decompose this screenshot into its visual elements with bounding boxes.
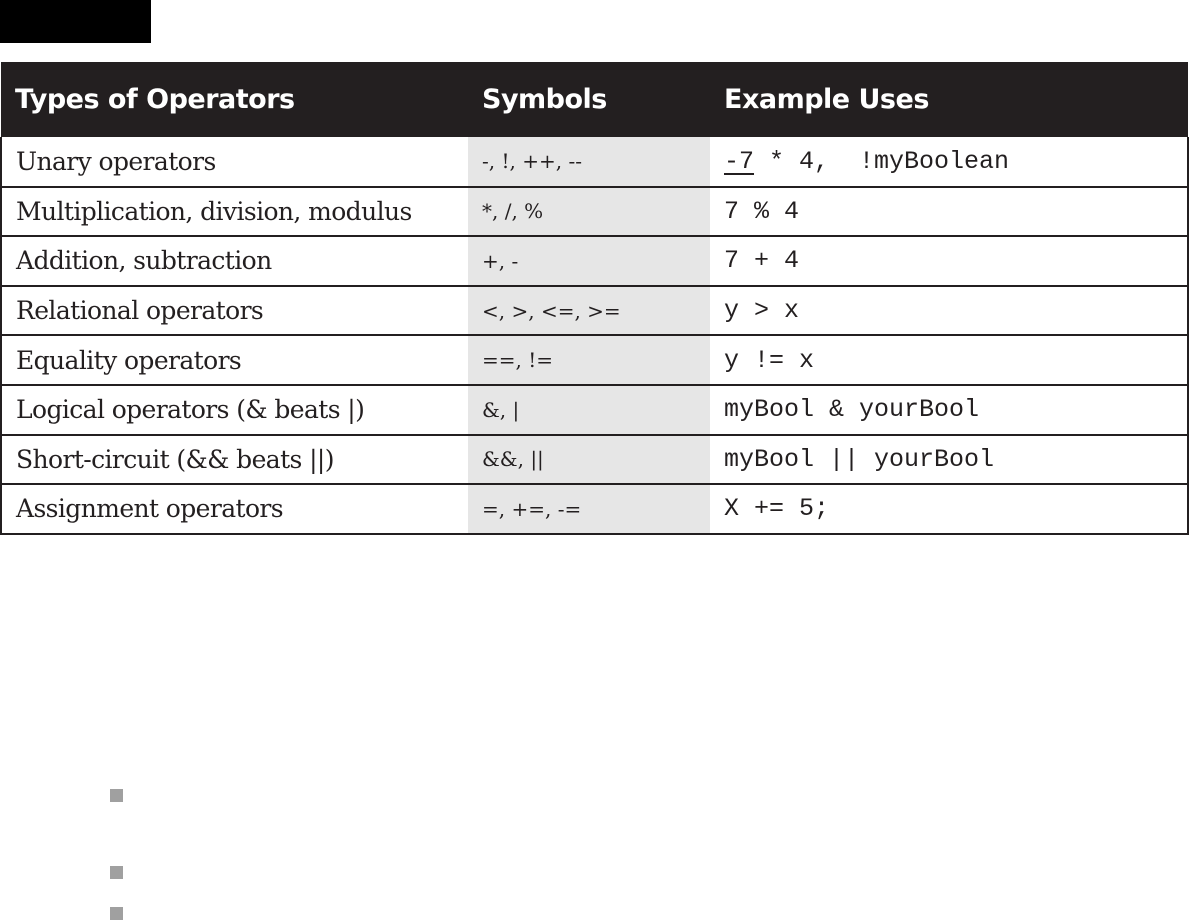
bullet-square-icon (110, 907, 123, 920)
black-header-tab (0, 0, 151, 43)
operator-type: Addition, subtraction (1, 236, 468, 286)
operator-symbols: <, >, <=, >= (468, 286, 710, 336)
example-rest: * 4, !myBoolean (754, 146, 1010, 176)
header-symbols: Symbols (468, 62, 710, 137)
bullet-square-icon (110, 866, 123, 879)
table-row (1, 435, 1188, 485)
table-row (1, 286, 1188, 336)
operator-example: myBool & yourBool (710, 385, 1188, 435)
table-row (1, 484, 1188, 534)
operator-symbols: ==, != (468, 335, 710, 385)
header-types: Types of Operators (1, 62, 468, 137)
operator-type: Equality operators (1, 335, 468, 385)
table-row (1, 335, 1188, 385)
operator-type: Assignment operators (1, 484, 468, 534)
table-row (1, 385, 1188, 435)
operator-example: y > x (710, 286, 1188, 336)
table-row (1, 137, 1188, 187)
operator-example (710, 137, 1188, 187)
operator-type: Short-circuit (&& beats ||) (1, 435, 468, 485)
operator-symbols: +, - (468, 236, 710, 286)
operator-symbols: &, | (468, 385, 710, 435)
operator-example: myBool || yourBool (710, 435, 1188, 485)
operator-symbols: -, !, ++, -- (468, 137, 710, 187)
table-header-row (1, 62, 1188, 137)
bullet-square-icon (110, 789, 123, 802)
example-underlined: -7 (724, 146, 755, 176)
operator-example: 7 % 4 (710, 187, 1188, 237)
operator-example: y != x (710, 335, 1188, 385)
operator-symbols: *, /, % (468, 187, 710, 237)
operators-table (0, 62, 1189, 535)
operator-type: Relational operators (1, 286, 468, 336)
operator-example: X += 5; (710, 484, 1188, 534)
operator-symbols: &&, || (468, 435, 710, 485)
operator-type: Multiplication, division, modulus (1, 187, 468, 237)
header-examples: Example Uses (710, 62, 1188, 137)
operator-type: Logical operators (& beats |) (1, 385, 468, 435)
operator-symbols: =, +=, -= (468, 484, 710, 534)
operator-example: 7 + 4 (710, 236, 1188, 286)
table-row (1, 187, 1188, 237)
operator-type: Unary operators (1, 137, 468, 187)
table-row (1, 236, 1188, 286)
